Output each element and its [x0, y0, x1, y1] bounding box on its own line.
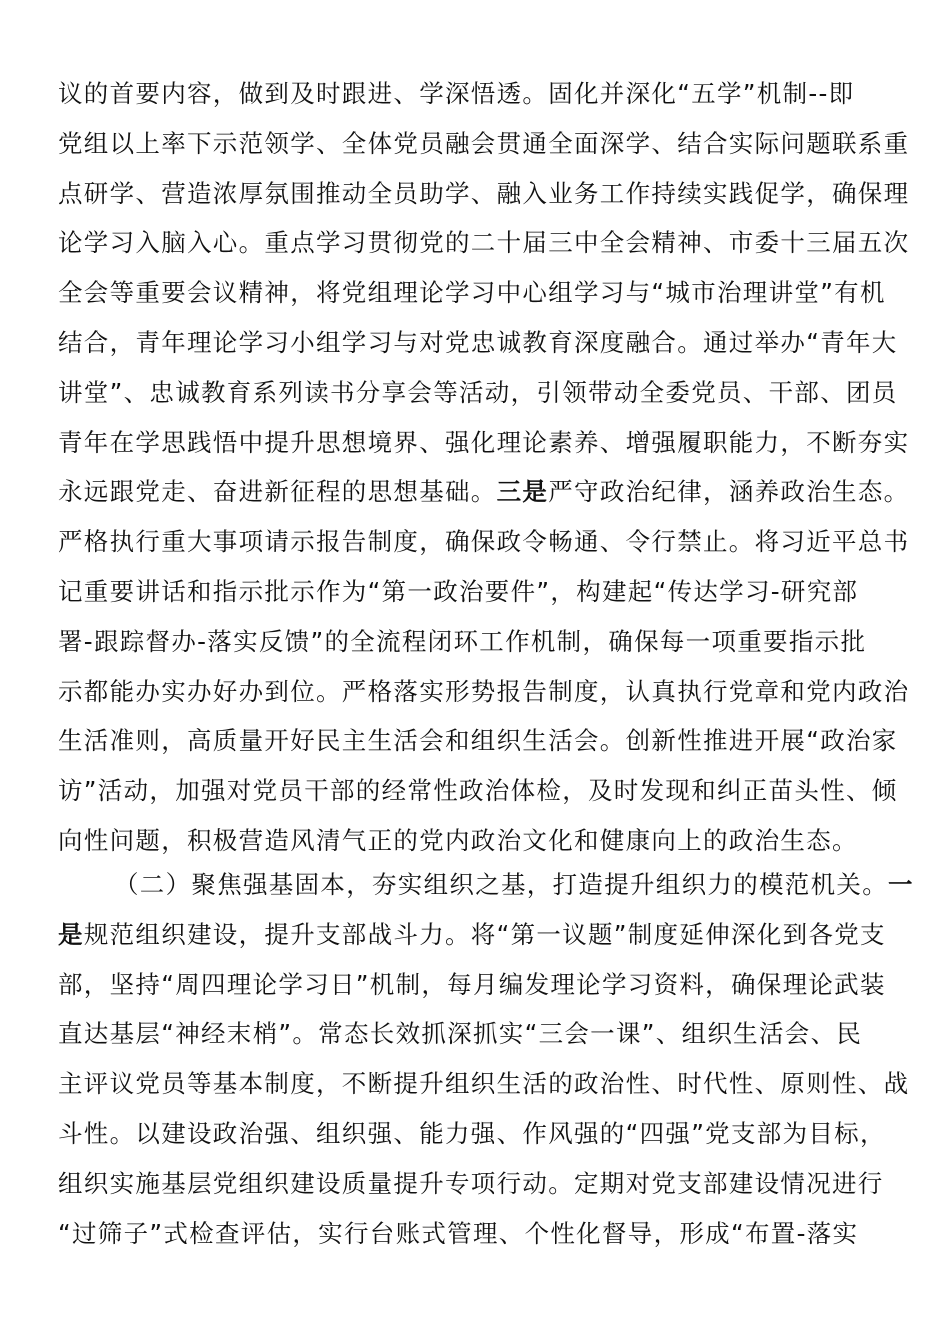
- section-heading-line: （二）聚焦强基固本，夯实组织之基，打造提升组织力的模范机关。一: [114, 870, 914, 899]
- paragraph-line: 全会等重要会议精神，将党组理论学习中心组学习与“城市治理讲堂”有机: [58, 278, 886, 308]
- paragraph-line: 生活准则，高质量开好民主生活会和组织生活会。创新性推进开展“政治家: [58, 726, 898, 756]
- paragraph-line: 署-跟踪督办-落实反馈”的全流程闭环工作机制，确保每一项重要指示批: [58, 626, 867, 656]
- paragraph-line: 论学习入脑入心。重点学习贯彻党的二十届三中全会精神、市委十三届五次: [58, 228, 910, 258]
- paragraph-line: 是规范组织建设，提升支部战斗力。将“第一议题”制度延伸深化到各党支: [58, 919, 886, 949]
- paragraph-line: 青年在学思践悟中提升思想境界、强化理论素养、增强履职能力，不断夯实: [58, 427, 910, 457]
- paragraph-line: 议的首要内容，做到及时跟进、学深悟透。固化并深化“五学”机制--即: [58, 79, 855, 108]
- paragraph-line: 主评议党员等基本制度，不断提升组织生活的政治性、时代性、原则性、战: [58, 1069, 910, 1099]
- bold-run: 三是: [496, 477, 549, 507]
- paragraph-line: 记重要讲话和指示批示作为“第一政治要件”，构建起“传达学习-研究部: [58, 576, 859, 606]
- paragraph-line: 访”活动，加强对党员干部的经常性政治体检，及时发现和纠正苗头性、倾: [58, 776, 898, 806]
- bold-run: 是: [58, 919, 84, 949]
- paragraph-line: 严格执行重大事项请示报告制度，确保政令畅通、令行禁止。将习近平总书: [58, 527, 910, 557]
- paragraph-line: “过筛子”式检查评估，实行台账式管理、个性化督导，形成“布置-落实: [58, 1218, 859, 1248]
- paragraph-line: 永远跟党走、奋进新征程的思想基础。三是严守政治纪律，涵养政治生态。: [58, 477, 910, 507]
- paragraph-line: 向性问题，积极营造风清气正的党内政治文化和健康向上的政治生态。: [58, 825, 858, 855]
- paragraph-line: 党组以上率下示范领学、全体党员融会贯通全面深学、结合实际问题联系重: [58, 128, 910, 158]
- paragraph-line: 组织实施基层党组织建设质量提升专项行动。定期对党支部建设情况进行: [58, 1168, 884, 1198]
- paragraph-line: 讲堂”、忠诚教育系列读书分享会等活动，引领带动全委党员、干部、团员: [58, 377, 898, 407]
- paragraph-2: [58, 860, 914, 1258]
- paragraph-line: 直达基层“神经末梢”。常态长效抓深抓实“三会一课”、组织生活会、民: [58, 1019, 863, 1049]
- paragraph-line: 结合，青年理论学习小组学习与对党忠诚教育深度融合。通过举办“青年大: [58, 327, 898, 357]
- paragraph-line: 点研学、营造浓厚氛围推动全员助学、融入业务工作持续实践促学，确保理: [58, 178, 910, 208]
- bold-run: 一: [888, 870, 914, 899]
- paragraph-line: 示都能办实办好办到位。严格落实形势报告制度，认真执行党章和党内政治: [58, 676, 910, 706]
- paragraph-1: [58, 69, 910, 866]
- paragraph-line: 部，坚持“周四理论学习日”机制，每月编发理论学习资料，确保理论武装: [58, 969, 886, 999]
- paragraph-line: 斗性。以建设政治强、组织强、能力强、作风强的“四强”党支部为目标，: [58, 1118, 886, 1148]
